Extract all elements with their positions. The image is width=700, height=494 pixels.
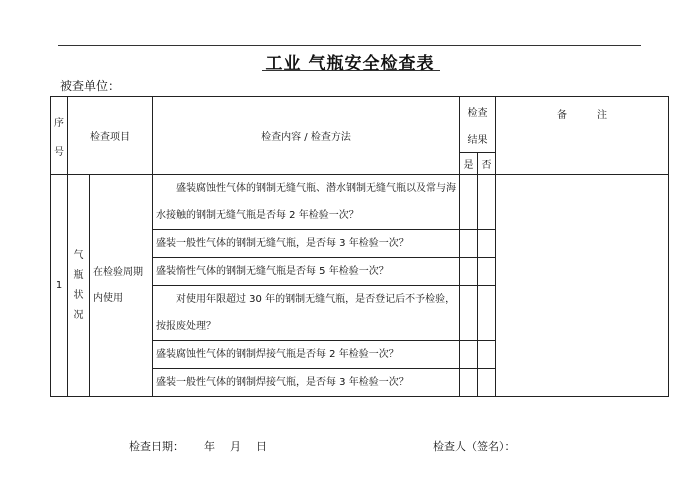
sub-item-line2: 内使用: [93, 292, 123, 304]
item-header: 检查项目: [68, 97, 153, 175]
no-cell[interactable]: [478, 286, 496, 341]
content-header: 检查内容 / 检查方法: [153, 97, 460, 175]
sub-item-line1: 在检验周期: [93, 266, 143, 278]
check-item: [153, 175, 460, 230]
category-char: 瓶: [73, 269, 84, 281]
no-cell[interactable]: [478, 369, 496, 397]
check-item: 盛装腐蚀性气体的钢制焊接气瓶是否每 2 年检验一次？: [153, 341, 460, 369]
category-char: 况: [73, 309, 84, 321]
seq-header-line1: 序: [54, 117, 64, 129]
sub-item-cell: [90, 175, 153, 397]
check-item: [153, 286, 460, 341]
result-header-line1: 检查: [467, 107, 488, 119]
inspector-signature-label: 检查人（签名）：: [433, 440, 516, 453]
yes-cell[interactable]: [460, 258, 478, 286]
check-item-line1: 对使用年限超过 30 年的钢制无缝气瓶，是否登记后不予检验，: [176, 294, 456, 305]
result-header: [460, 97, 496, 153]
top-rule: [58, 45, 641, 46]
document-title: 工业 气瓶安全检查表: [265, 54, 435, 74]
inspection-table: [50, 96, 669, 397]
seq-header: [51, 97, 68, 175]
remarks-cell[interactable]: [496, 175, 669, 397]
yes-cell[interactable]: [460, 230, 478, 258]
check-item: 盛装惰性气体的钢制无缝气瓶是否每 5 年检验一次？: [153, 258, 460, 286]
check-item-line2: 水接触的钢制无缝气瓶是否每 2 年检验一次？: [156, 210, 359, 221]
check-item: 盛装一般性气体的钢制焊接气瓶，是否每 3 年检验一次？: [153, 369, 460, 397]
row-seq-number: 1: [51, 175, 68, 397]
yes-header: 是: [460, 153, 478, 175]
category-char: 状: [73, 289, 84, 301]
yes-cell[interactable]: [460, 175, 478, 230]
title-underline: [262, 70, 440, 71]
no-header: 否: [478, 153, 496, 175]
check-item-line2: 按报废处理？: [156, 321, 216, 332]
remarks-header: 备 注: [496, 97, 669, 175]
no-cell[interactable]: [478, 258, 496, 286]
result-header-line2: 结果: [467, 134, 488, 146]
yes-cell[interactable]: [460, 286, 478, 341]
yes-cell[interactable]: [460, 341, 478, 369]
category-cell: [68, 175, 90, 397]
date-label: 检查日期：: [129, 440, 184, 453]
seq-header-line2: 号: [54, 146, 64, 158]
no-cell[interactable]: [478, 230, 496, 258]
check-item: 盛装一般性气体的钢制无缝气瓶，是否每 3 年检验一次？: [153, 230, 460, 258]
no-cell[interactable]: [478, 341, 496, 369]
yes-cell[interactable]: [460, 369, 478, 397]
inspected-unit-label: 被查单位：: [60, 79, 121, 93]
date-fields: 年 月 日: [204, 440, 269, 453]
no-cell[interactable]: [478, 175, 496, 230]
check-item-line1: 盛装腐蚀性气体的钢制无缝气瓶、潜水钢制无缝气瓶以及常与海: [176, 183, 456, 194]
category-char: 气: [73, 249, 84, 261]
